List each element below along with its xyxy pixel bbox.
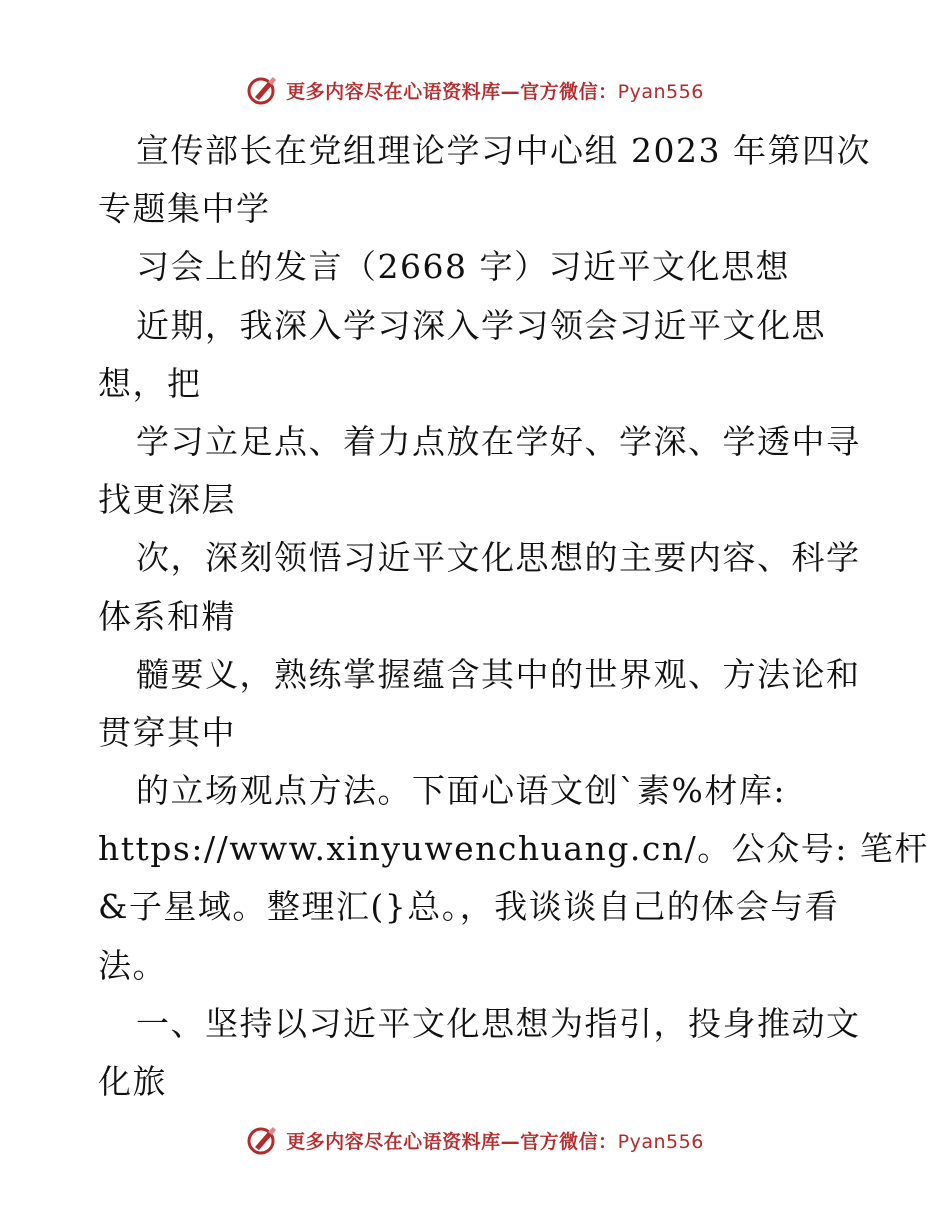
body-text-line: 宣传部长在党组理论学习中心组 2023 年第四次 (136, 131, 871, 170)
pen-logo-icon (246, 73, 280, 107)
body-text-line: 近期，我深入学习深入学习领会习近平文化思 (136, 305, 826, 345)
body-text-line: https://www.xinyuwenchuang.cn/。公众号: 笔杆 (98, 829, 929, 869)
body-text-line: 想，把 (98, 363, 202, 403)
body-text-line: 髓要义，熟练掌握蕴含其中的世界观、方法论和 (136, 654, 861, 694)
header-banner (0, 70, 950, 110)
body-text-line: 次，深刻领悟习近平文化思想的主要内容、科学 (136, 538, 861, 578)
footer-banner (0, 1120, 950, 1160)
banner-handle: Pyan556 (617, 1130, 704, 1153)
body-text-line: &子星域。整理汇(}总。，我谈谈自己的体会与看 (98, 887, 840, 927)
body-text-line: 贯穿其中 (98, 712, 236, 752)
body-text-line: 习会上的发言（2668 字）习近平文化思想 (136, 247, 790, 287)
body-text-line: 法。 (98, 945, 167, 985)
banner-handle: Pyan556 (617, 80, 704, 103)
banner-text: 更多内容尽在心语资料库—官方微信：Pyan556 (286, 80, 704, 103)
body-text-line: 专题集中学 (98, 189, 271, 229)
body-text-line: 找更深层 (98, 480, 236, 520)
body-text-line: 一、坚持以习近平文化思想为指引，投身推动文 (136, 1003, 861, 1043)
body-text-line: 的立场观点方法。下面心语文创`素%材库: (136, 771, 786, 811)
body-text-line: 化旅 (98, 1062, 167, 1101)
pen-logo-icon (246, 1123, 280, 1157)
banner-text: 更多内容尽在心语资料库—官方微信：Pyan556 (286, 1130, 704, 1153)
document-body (98, 122, 929, 1111)
body-text-line: 学习立足点、着力点放在学好、学深、学透中寻 (136, 421, 861, 461)
body-text-line: 体系和精 (98, 596, 236, 636)
